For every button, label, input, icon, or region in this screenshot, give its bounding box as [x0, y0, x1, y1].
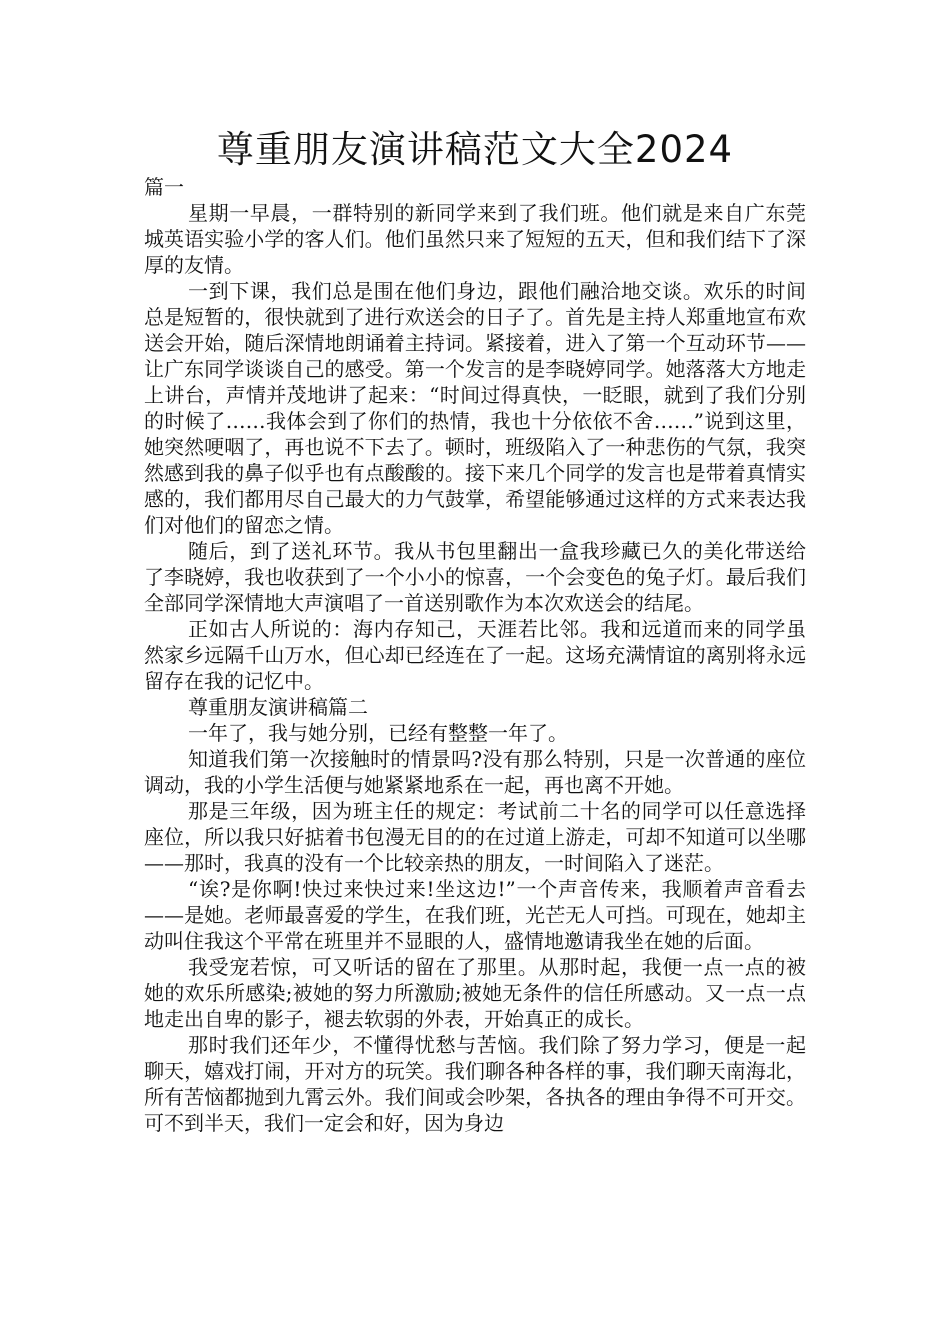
paragraph-6: 知道我们第一次接触时的情景吗?没有那么特别，只是一次普通的座位调动，我的小学生活便与她紧紧地系在一起，再也离不开她。 — [144, 747, 806, 797]
document-title: 尊重朋友演讲稿范文大全2024 — [216, 128, 734, 171]
paragraph-4: 正如古人所说的：海内存知己，天涯若比邻。我和远道而来的同学虽然家乡远隔千山万水，但心却已经连在了一起。这场充满情谊的离别将永远留存在我的记忆中。 — [144, 617, 806, 693]
document-body — [144, 174, 806, 1136]
paragraph-7: 那是三年级，因为班主任的规定：考试前二十名的同学可以任意选择座位，所以我只好掂着书包漫无目的的在过道上游走，可却不知道可以坐哪——那时，我真的没有一个比较亲热的朋友，一时间陷入了迷茫。 — [144, 799, 806, 875]
paragraph-10: 那时我们还年少，不懂得忧愁与苦恼。我们除了努力学习，便是一起聊天，嬉戏打闹，开对方的玩笑。我们聊各种各样的事，我们聊天南海北，所有苦恼都抛到九霄云外。我们间或会吵架，各执各的理由争得不可开交。可不到半天，我们一定会和好，因为身边 — [144, 1033, 806, 1135]
section-label: 篇一 — [144, 175, 184, 199]
paragraph-5: 一年了，我与她分别，已经有整整一年了。 — [188, 721, 568, 745]
paragraph-1: 星期一早晨，一群特别的新同学来到了我们班。他们就是来自广东莞城英语实验小学的客人们。他们虽然只来了短短的五天，但和我们结下了深厚的友情。 — [144, 201, 806, 277]
paragraph-9: 我受宠若惊，可又听话的留在了那里。从那时起，我便一点一点的被她的欢乐所感染;被她的努力所激励;被她无条件的信任所感动。又一点一点地走出自卑的影子，褪去软弱的外表，开始真正的成长。 — [144, 955, 806, 1031]
paragraph-3: 随后，到了送礼环节。我从书包里翻出一盒我珍藏已久的美化带送给了李晓婷，我也收获到了一个小小的惊喜，一个会变色的兔子灯。最后我们全部同学深情地大声演唱了一首送别歌作为本次欢送会的结尾。 — [144, 539, 806, 615]
paragraph-2: 一到下课，我们总是围在他们身边，跟他们融洽地交谈。欢乐的时间总是短暂的，很快就到了进行欢送会的日子了。首先是主持人郑重地宣布欢送会开始，随后深情地朗诵着主持词。紧接着，进入了第一个互动环节——让广东同学谈谈自己的感受。第一个发言的是李晓婷同学。她落落大方地走上讲台，声情并茂地讲了起来：“时间过得真快，一眨眼，就到了我们分别的时候了……我体会到了你们的热情，我也十分依依不舍……”说到这里，她突然哽咽了，再也说不下去了。顿时，班级陷入了一种悲伤的气氛，我突然感到我的鼻子似乎也有点酸酸的。接下来几个同学的发言也是带着真情实感的，我们都用尽自己最大的力气鼓掌，希望能够通过这样的方式来表达我们对他们的留恋之情。 — [144, 279, 806, 537]
section-two-heading: 尊重朋友演讲稿篇二 — [188, 695, 368, 719]
paragraph-8: “诶?是你啊!快过来快过来!坐这边!”一个声音传来，我顺着声音看去——是她。老师最喜爱的学生，在我们班，光芒无人可挡。可现在，她却主动叫住我这个平常在班里并不显眼的人，盛情地邀请我坐在她的后面。 — [144, 877, 806, 953]
